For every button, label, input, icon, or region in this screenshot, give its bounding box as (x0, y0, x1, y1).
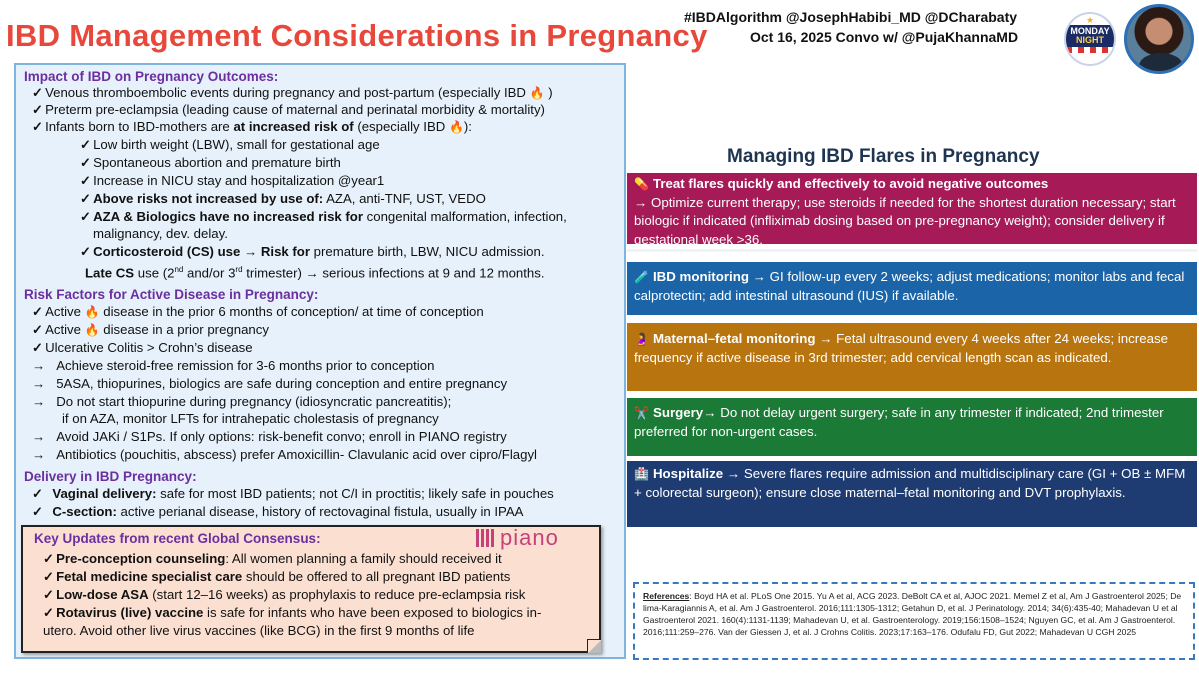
update-low-dose-asa: ✓ Low-dose ASA (start 12–16 weeks) as prophylaxis to reduce pre-eclampsia risk (43, 587, 526, 602)
check-icon: ✓ (80, 155, 92, 170)
impact-item-infants: ✓ Infants born to IBD-mothers are at increased risk of (especially IBD 🔥): (32, 119, 472, 134)
flares-title: Managing IBD Flares in Pregnancy (727, 146, 1040, 167)
update-preconception: ✓ Pre-conception counseling: All women planning a family should received it (43, 551, 502, 566)
infant-risk-biologics: ✓ AZA & Biologics have no increased risk for congenital malformation, infection, (80, 209, 567, 224)
check-icon: ✓ (32, 486, 44, 501)
card-maternal-fetal: 🤰 Maternal–fetal monitoring → Fetal ultrasound every 4 weeks after 24 weeks; increase frequency if active disease in 3rd trimester; add cervical length scan as indicated. (627, 323, 1197, 391)
impact-item-preeclampsia: ✓ Preterm pre-eclampsia (leading cause of maternal and perinatal morbidity & mortality) (32, 102, 545, 117)
references-label: References (643, 591, 690, 601)
monday-night-logo (1064, 12, 1116, 66)
risk-heading: Risk Factors for Active Disease in Pregnancy: (24, 287, 319, 302)
key-updates-heading: Key Updates from recent Global Consensus: (34, 531, 321, 546)
arrow-icon: → (32, 429, 46, 444)
arrow-icon: → (244, 244, 258, 259)
card-treat-flares-heading: Treat flares quickly and effectively to avoid negative outcomes (652, 176, 1049, 191)
check-icon: ✓ (43, 569, 55, 584)
infant-risk-abortion: ✓ Spontaneous abortion and premature birth (80, 155, 341, 170)
fire-icon: 🔥 (84, 305, 100, 319)
impact-heading: Impact of IBD on Pregnancy Outcomes: (24, 69, 279, 84)
pregnant-woman-icon: 🤰 (634, 332, 649, 346)
risk-action-remission: → Achieve steroid-free remission for 3-6 months prior to conception (32, 358, 435, 373)
check-icon: ✓ (80, 209, 92, 224)
left-panel (14, 63, 626, 659)
risk-action-5asa: → 5ASA, thiopurines, biologics are safe during conception and entire pregnancy (32, 376, 508, 391)
impact-item-vte: ✓ Venous thromboembolic events during pregnancy and post-partum (especially IBD 🔥 ) (32, 85, 553, 100)
check-icon: ✓ (80, 191, 92, 206)
card-treat-flares (627, 173, 1197, 247)
hashtag-line: #IBDAlgorithm @JosephHabibi_MD @DCharabaty (684, 9, 1018, 25)
references-box (633, 582, 1195, 660)
check-icon: ✓ (32, 504, 44, 519)
references-text: : Boyd HA et al. PLoS One 2015. Yu A et al, ACG 2023. DeBolt CA et al, AJOC 2021. Memel Z et al, Am J Gastroenterol 2025; De lima-Karagiannis A, et al. Am J Gastroenterol. 2016;111:1305-1312; Getahun D, et al. J Perinatology. 2014; 34(6):435-40; Mahadevan U et al Gastroenterol 2021. 160(4):1131-1139; Mahadevan U, et al. Gastroenterology. 2019;156:1508–1524; Nguyen GC, et al. Am J Gastroenterol. 2016;111:259–276. Van der Giessen J, et al. J Crohns Colitis. 2023;17:163–176. Odufalu FD, Gut 2022; Mahadevan U CGH 2025 (643, 591, 1182, 637)
hospital-icon: 🏥 (634, 467, 649, 481)
risk-action-antibiotics: → Antibiotics (pouchitis, abscess) prefer Amoxicillin- Clavulanic acid over cipro/Flagyl (32, 447, 537, 462)
key-updates-box (21, 525, 601, 653)
check-icon: ✓ (32, 304, 44, 319)
logo-text-top: MONDAY (1066, 25, 1114, 36)
check-icon: ✓ (43, 605, 55, 620)
arrow-icon: → (32, 447, 46, 462)
check-icon: ✓ (32, 102, 44, 117)
risk-action-thiopurine: → Do not start thiopurine during pregnancy (idiosyncratic pancreatitis); (32, 394, 452, 409)
fire-icon: 🔥 (529, 86, 545, 100)
logo-text-bottom: NIGHT (1066, 36, 1114, 47)
infant-risk-late-cs: Late CS use (2nd and/or 3rd trimester) → serious infections at 9 and 12 months. (85, 265, 545, 281)
fire-icon: 🔥 (84, 323, 100, 337)
page-title: IBD Management Considerations in Pregnancy (6, 18, 708, 53)
delivery-heading: Delivery in IBD Pregnancy: (24, 469, 197, 484)
avatar (1124, 4, 1194, 74)
risk-item-uc: ✓ Ulcerative Colitis > Crohn’s disease (32, 340, 253, 355)
update-rotavirus: ✓ Rotavirus (live) vaccine is safe for infants who have been exposed to biologics in- (43, 605, 542, 620)
risk-action-jaki: → Avoid JAKi / S1Ps. If only options: risk-benefit convo; enroll in PIANO registry (32, 429, 507, 444)
arrow-icon: → (305, 265, 319, 281)
check-icon: ✓ (80, 173, 92, 188)
risk-action-thiopurine-cont: if on AZA, monitor LFTs for intrahepatic cholestasis of pregnancy (62, 411, 439, 426)
card-treat-flares-body: → Optimize current therapy; use steroids if needed for the shortest duration necessary; start biologic if indicated (infliximab dosing based on pre-pregnancy weight); consider delivery if gestational week >36. (634, 194, 1176, 247)
infant-risk-lbw: ✓ Low birth weight (LBW), small for gestational age (80, 137, 380, 152)
check-icon: ✓ (43, 551, 55, 566)
card-surgery: ✂️ Surgery→ Do not delay urgent surgery; safe in any trimester if indicated; 2nd trimester preferred for non-urgent cases. (627, 398, 1197, 456)
test-tube-icon: 🧪 (634, 270, 649, 284)
update-rotavirus-cont: utero. Avoid other live virus vaccines (like BCG) in the first 9 months of life (43, 623, 475, 638)
update-fetal-medicine: ✓ Fetal medicine specialist care should be offered to all pregnant IBD patients (43, 569, 511, 584)
infant-risk-nicu: ✓ Increase in NICU stay and hospitalization @year1 (80, 173, 385, 188)
delivery-csection: ✓ C-section: active perianal disease, history of rectovaginal fistula, usually in IPAA (32, 504, 524, 519)
arrow-icon: → (32, 376, 46, 391)
check-icon: ✓ (32, 340, 44, 355)
infant-risk-corticosteroid: ✓ Corticosteroid (CS) use → Risk for premature birth, LBW, NICU admission. (80, 244, 545, 259)
infant-risk-not-increased: ✓ Above risks not increased by use of: AZA, anti-TNF, UST, VEDO (80, 191, 486, 206)
date-line: Oct 16, 2025 Convo w/ @PujaKhannaMD (750, 29, 1019, 45)
logo-stripe (1066, 47, 1114, 53)
card-ibd-monitoring: 🧪 IBD monitoring → GI follow-up every 2 weeks; adjust medications; monitor labs and fecal calprotectin; add intestinal ultrasound (IUS) if available. (627, 262, 1197, 315)
piano-logo: piano (476, 527, 559, 549)
page-fold (587, 639, 601, 653)
risk-item-active-prior-pregnancy: ✓ Active 🔥 disease in a prior pregnancy (32, 322, 269, 337)
pill-icon: 💊 (634, 177, 649, 191)
fire-icon: 🔥 (448, 120, 464, 134)
piano-keys-icon (476, 529, 496, 547)
risk-item-active-prior: ✓ Active 🔥 disease in the prior 6 months of conception/ at time of conception (32, 304, 484, 319)
check-icon: ✓ (32, 119, 44, 134)
delivery-vaginal: ✓ Vaginal delivery: safe for most IBD patients; not C/I in proctitis; likely safe in pouches (32, 486, 554, 501)
arrow-icon: → (32, 358, 46, 373)
check-icon: ✓ (32, 322, 44, 337)
card-hospitalize: 🏥 Hospitalize → Severe flares require admission and multidisciplinary care (GI + OB ± MFM + colorectal surgeon); ensure close maternal–fetal monitoring and DVT prophylaxis. (627, 461, 1197, 527)
scissors-icon: ✂️ (634, 406, 649, 420)
arrow-icon: → (32, 394, 46, 409)
star-icon: ★ (1086, 15, 1095, 25)
infant-risk-biologics-cont: malignancy, dev. delay. (93, 226, 228, 241)
check-icon: ✓ (43, 587, 55, 602)
check-icon: ✓ (80, 244, 92, 259)
check-icon: ✓ (80, 137, 92, 152)
divider (627, 249, 1197, 252)
check-icon: ✓ (32, 85, 44, 100)
